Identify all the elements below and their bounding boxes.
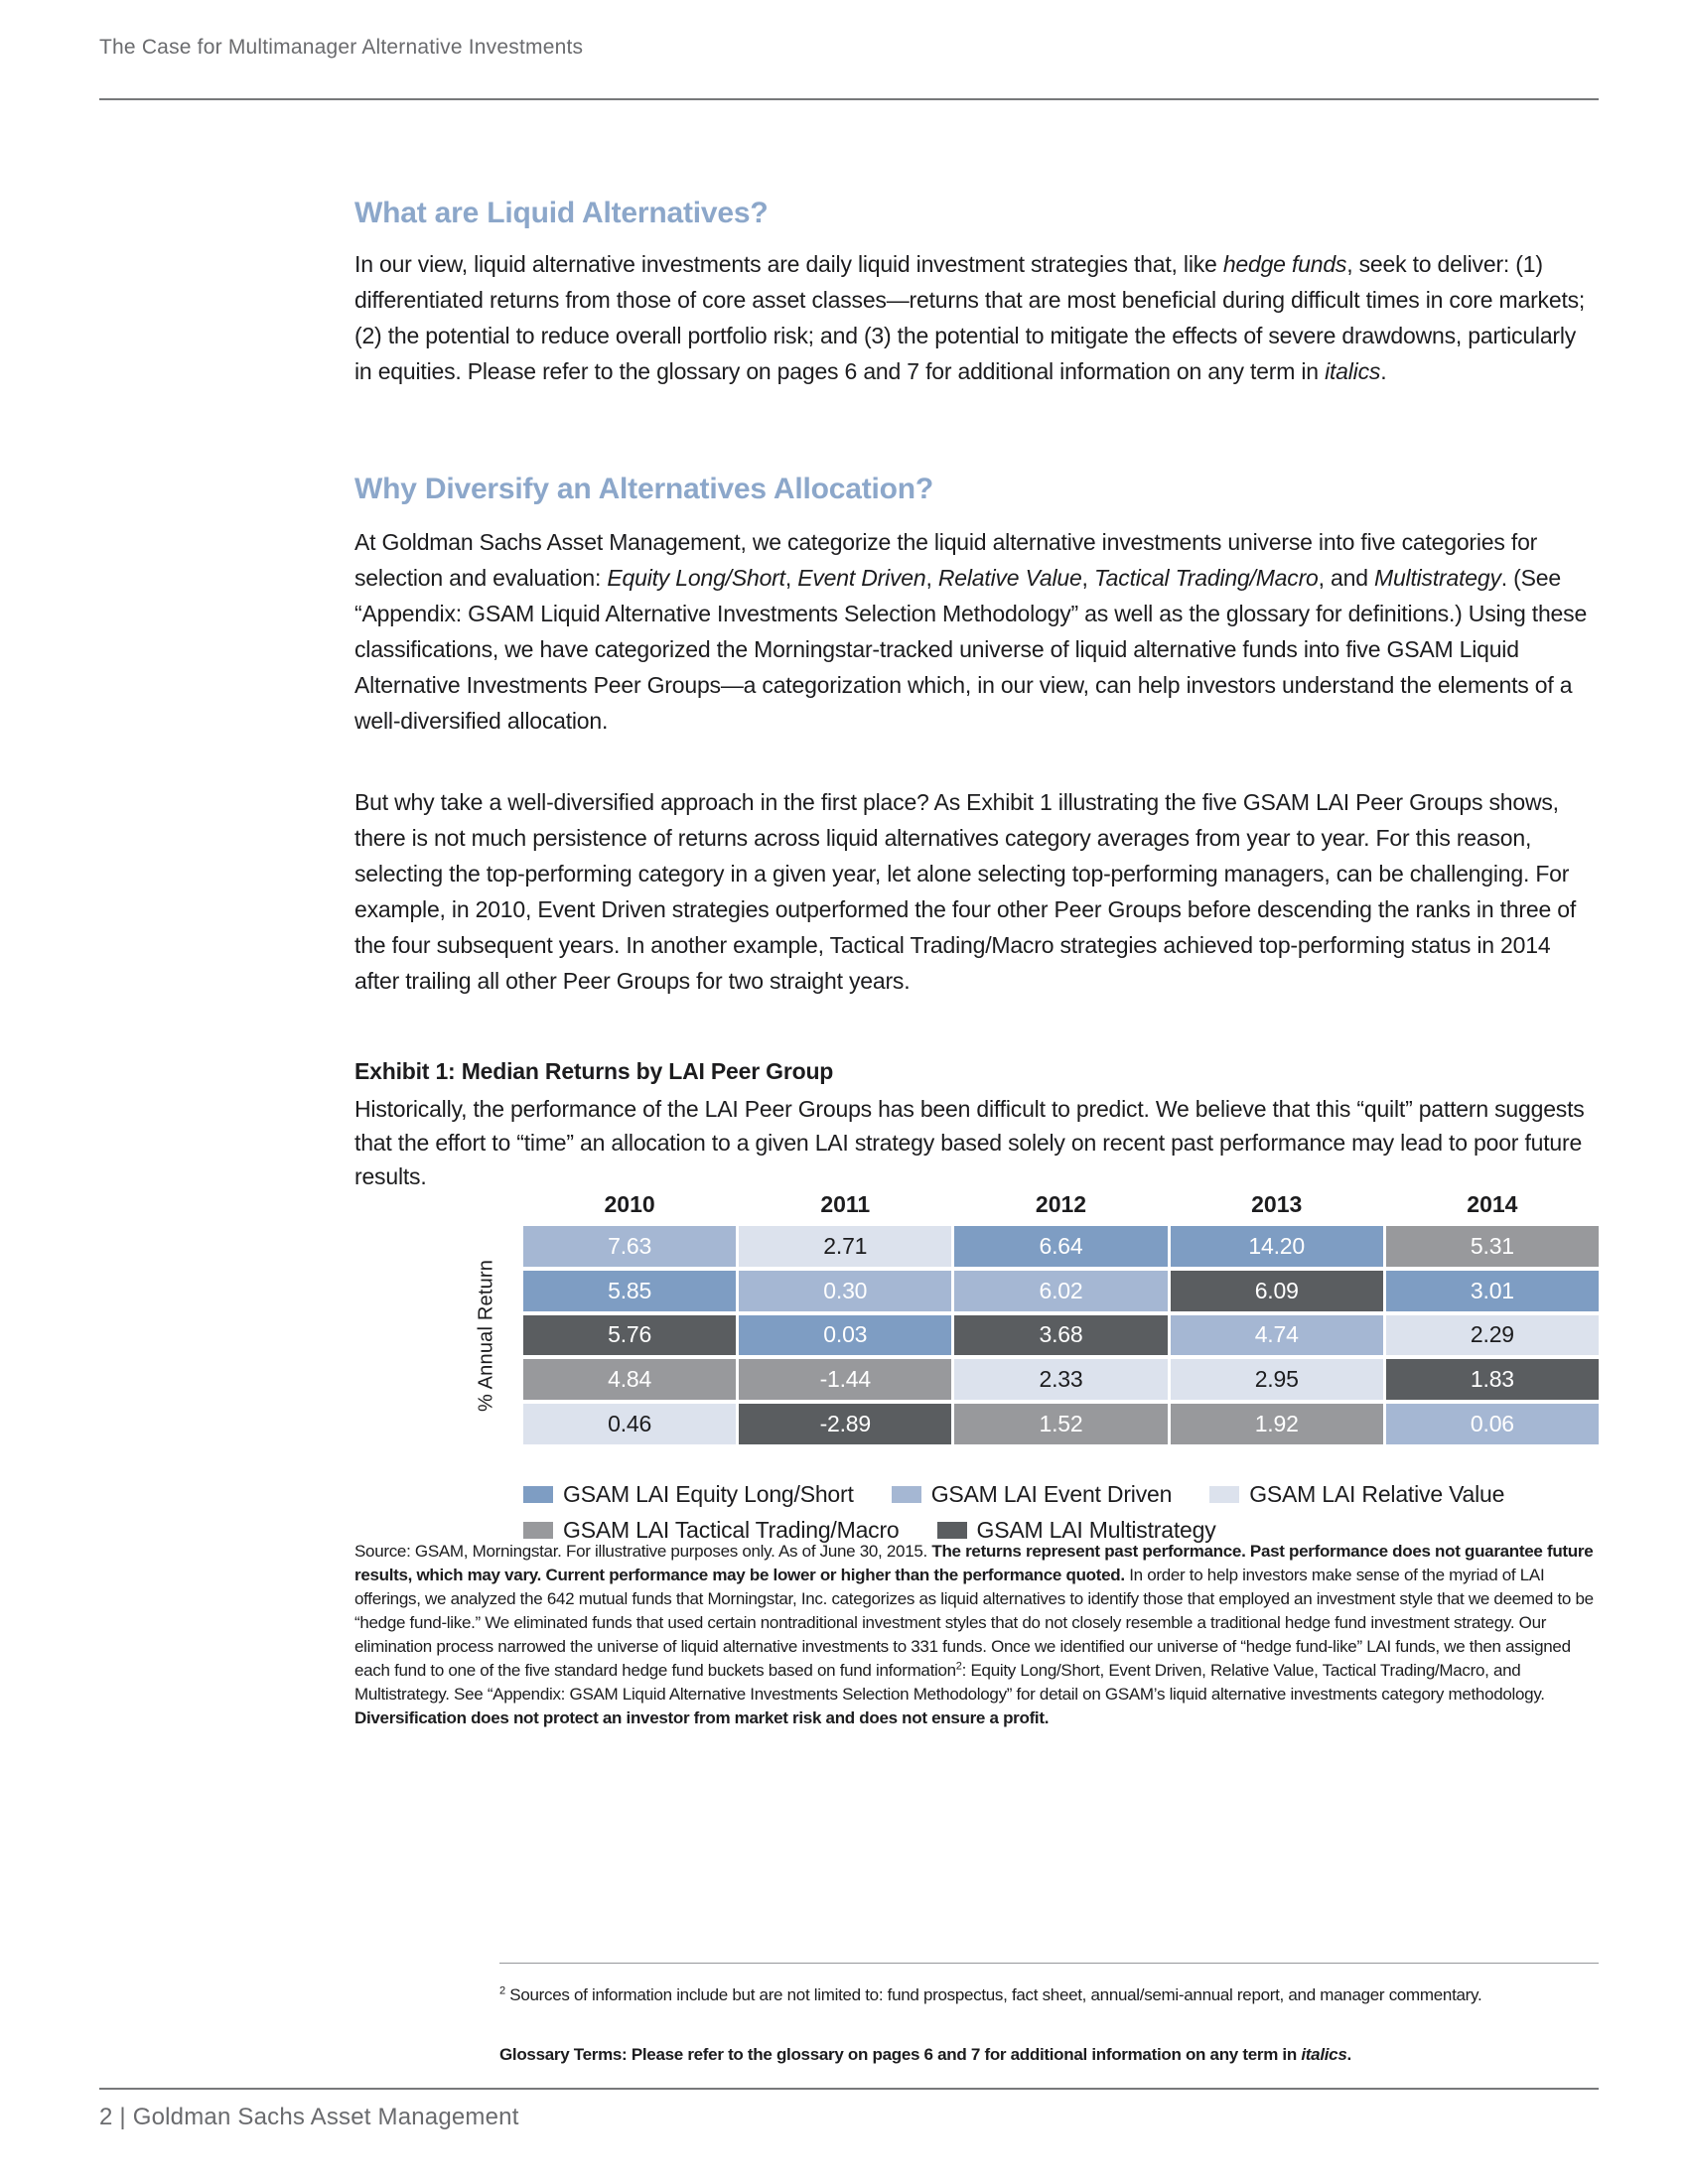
section-heading-liquid-alternatives: What are Liquid Alternatives? <box>354 197 769 229</box>
quilt-cell: 5.76 <box>523 1315 736 1356</box>
legend-swatch-icon <box>892 1486 921 1503</box>
year-label: 2011 <box>820 1191 871 1217</box>
source-note: Source: GSAM, Morningstar. For illustrative purposes only. As of June 30, 2015. The returns represent past performance. Past performance does not guarantee future results, which may vary. Current performance may be lower or higher than the performance quoted. In order to help investors make sense of the myriad of LAI offerings, we analyzed the 642 mutual funds that Morningstar, Inc. categorizes as liquid alternatives to identify those that employed an investment style that we deemed to be “hedge fund-like.” We eliminated funds that used certain nontraditional investment styles that do not closely resemble a traditional hedge fund investment strategy. Our elimination process narrowed the universe of liquid alternative investments to 331 funds. Once we identified our universe of “hedge fund-like” LAI funds, we then assigned each fund to one of the five standard hedge fund buckets based on fund information$^2$: Equity Long/Short, Event Driven, Relative Value, Tactical Trading/Macro, and Multistrategy. See “Appendix: GSAM Liquid Alternative Investments Selection Methodology” for detail on GSAM’s liquid alternative investments category methodology. Diversification does not protect an investor from market risk and does not ensure a profit. <box>354 1542 1594 1727</box>
quilt-cell: 3.68 <box>954 1315 1167 1356</box>
quilt-cell: 2.29 <box>1386 1315 1599 1356</box>
glossary-note: Glossary Terms: Please refer to the glossary on pages 6 and 7 for additional information on any term in italics. <box>499 2045 1351 2064</box>
quilt-cell: 1.52 <box>954 1404 1167 1444</box>
legend-item <box>1209 1481 1504 1508</box>
quilt-cell: 6.02 <box>954 1271 1167 1311</box>
year-label: 2014 <box>1467 1191 1518 1217</box>
quilt-cell: -1.44 <box>739 1359 951 1400</box>
legend-label: GSAM LAI Equity Long/Short <box>563 1481 854 1507</box>
quilt-cell: 1.83 <box>1386 1359 1599 1400</box>
legend-swatch-icon <box>523 1486 553 1503</box>
legend-swatch-icon <box>523 1522 553 1539</box>
legend-label: GSAM LAI Relative Value <box>1249 1481 1505 1507</box>
quilt-cell: 4.74 <box>1171 1315 1383 1356</box>
legend-item <box>523 1481 854 1508</box>
quilt-cell: 0.30 <box>739 1271 951 1311</box>
exhibit-title: Exhibit 1: Median Returns by LAI Peer Group <box>354 1058 834 1084</box>
paragraph-persistence: But why take a well-diversified approach in the first place? As Exhibit 1 illustrating the five GSAM LAI Peer Groups shows, there is not much persistence of returns across liquid alternatives category averages from year to year. For this reason, selecting the top-performing category in a given year, let alone selecting top-performing managers, can be challenging. For example, in 2010, Event Driven strategies outperformed the four other Peer Groups before descending the ranks in three of the four subsequent years. In another example, Tactical Trading/Macro strategies achieved top-performing status in 2014 after trailing all other Peer Groups for two straight years. <box>354 789 1577 994</box>
legend-swatch-icon <box>1209 1486 1239 1503</box>
legend-label: GSAM LAI Multistrategy <box>976 1517 1216 1543</box>
footnote-divider <box>499 1963 1599 1964</box>
quilt-cell: 2.95 <box>1171 1359 1383 1400</box>
legend-swatch-icon <box>937 1522 967 1539</box>
exhibit-intro: Historically, the performance of the LAI Peer Groups has been difficult to predict. We believe that this “quilt” pattern suggests that the effort to “time” an allocation to a given LAI strategy based solely on recent past performance may lead to poor future results. <box>354 1096 1585 1189</box>
quilt-cell: 0.46 <box>523 1404 736 1444</box>
quilt-cell: 6.09 <box>1171 1271 1383 1311</box>
quilt-cell: 3.01 <box>1386 1271 1599 1311</box>
legend-row <box>523 1481 1625 1508</box>
header-rule <box>99 98 1599 100</box>
section-heading-why-diversify: Why Diversify an Alternatives Allocation? <box>354 473 934 505</box>
legend-item <box>892 1481 1173 1508</box>
quilt-cell: 4.84 <box>523 1359 736 1400</box>
paragraph-liquid-alternatives: In our view, liquid alternative investments are daily liquid investment strategies that, like hedge funds, seek to deliver: (1) differentiated returns from those of core asset classes—returns that are most beneficial during difficult times in core markets; (2) the potential to reduce overall portfolio risk; and (3) the potential to mitigate the effects of severe drawdowns, particularly in equities. Please refer to the glossary on pages 6 and 7 for additional information on any term in italics. <box>354 251 1586 384</box>
year-header-row <box>523 1191 1599 1218</box>
paragraph-categories: At Goldman Sachs Asset Management, we categorize the liquid alternative investments universe into five categories for selection and evaluation: Equity Long/Short, Event Driven, Relative Value, Tactical Trading/Macro, and Multistrategy. (See “Appendix: GSAM Liquid Alternative Investments Selection Methodology” as well as the glossary for definitions.) Using these classifications, we have categorized the Morningstar-tracked universe of liquid alternative funds into five GSAM Liquid Alternative Investments Peer Groups—a categorization which, in our view, can help investors understand the elements of a well-diversified allocation. <box>354 529 1588 734</box>
quilt-cell: 6.64 <box>954 1226 1167 1267</box>
quilt-cell: 1.92 <box>1171 1404 1383 1444</box>
year-label: 2012 <box>1035 1191 1087 1217</box>
quilt-cell: 5.85 <box>523 1271 736 1311</box>
quilt-cell: 0.06 <box>1386 1404 1599 1444</box>
quilt-cell: 14.20 <box>1171 1226 1383 1267</box>
year-label: 2010 <box>604 1191 655 1217</box>
quilt-cell: 2.71 <box>739 1226 951 1267</box>
quilt-cell: -2.89 <box>739 1404 951 1444</box>
footnote: $^2$ Sources of information include but are not limited to: fund prospectus, fact sheet, annual/semi-annual report, and manager commentary. <box>499 1984 1482 2004</box>
quilt-cell: 2.33 <box>954 1359 1167 1400</box>
quilt-grid <box>523 1226 1599 1444</box>
running-head: The Case for Multimanager Alternative Investments <box>99 36 584 59</box>
quilt-cell: 5.31 <box>1386 1226 1599 1267</box>
y-axis-label: % Annual Return <box>475 1259 497 1412</box>
footer-rule <box>99 2088 1599 2090</box>
quilt-cell: 7.63 <box>523 1226 736 1267</box>
page-footer: 2 | Goldman Sachs Asset Management <box>99 2104 519 2130</box>
quilt-cell: 0.03 <box>739 1315 951 1356</box>
legend-label: GSAM LAI Tactical Trading/Macro <box>563 1517 900 1543</box>
legend-label: GSAM LAI Event Driven <box>930 1481 1173 1507</box>
year-label: 2013 <box>1251 1191 1303 1217</box>
